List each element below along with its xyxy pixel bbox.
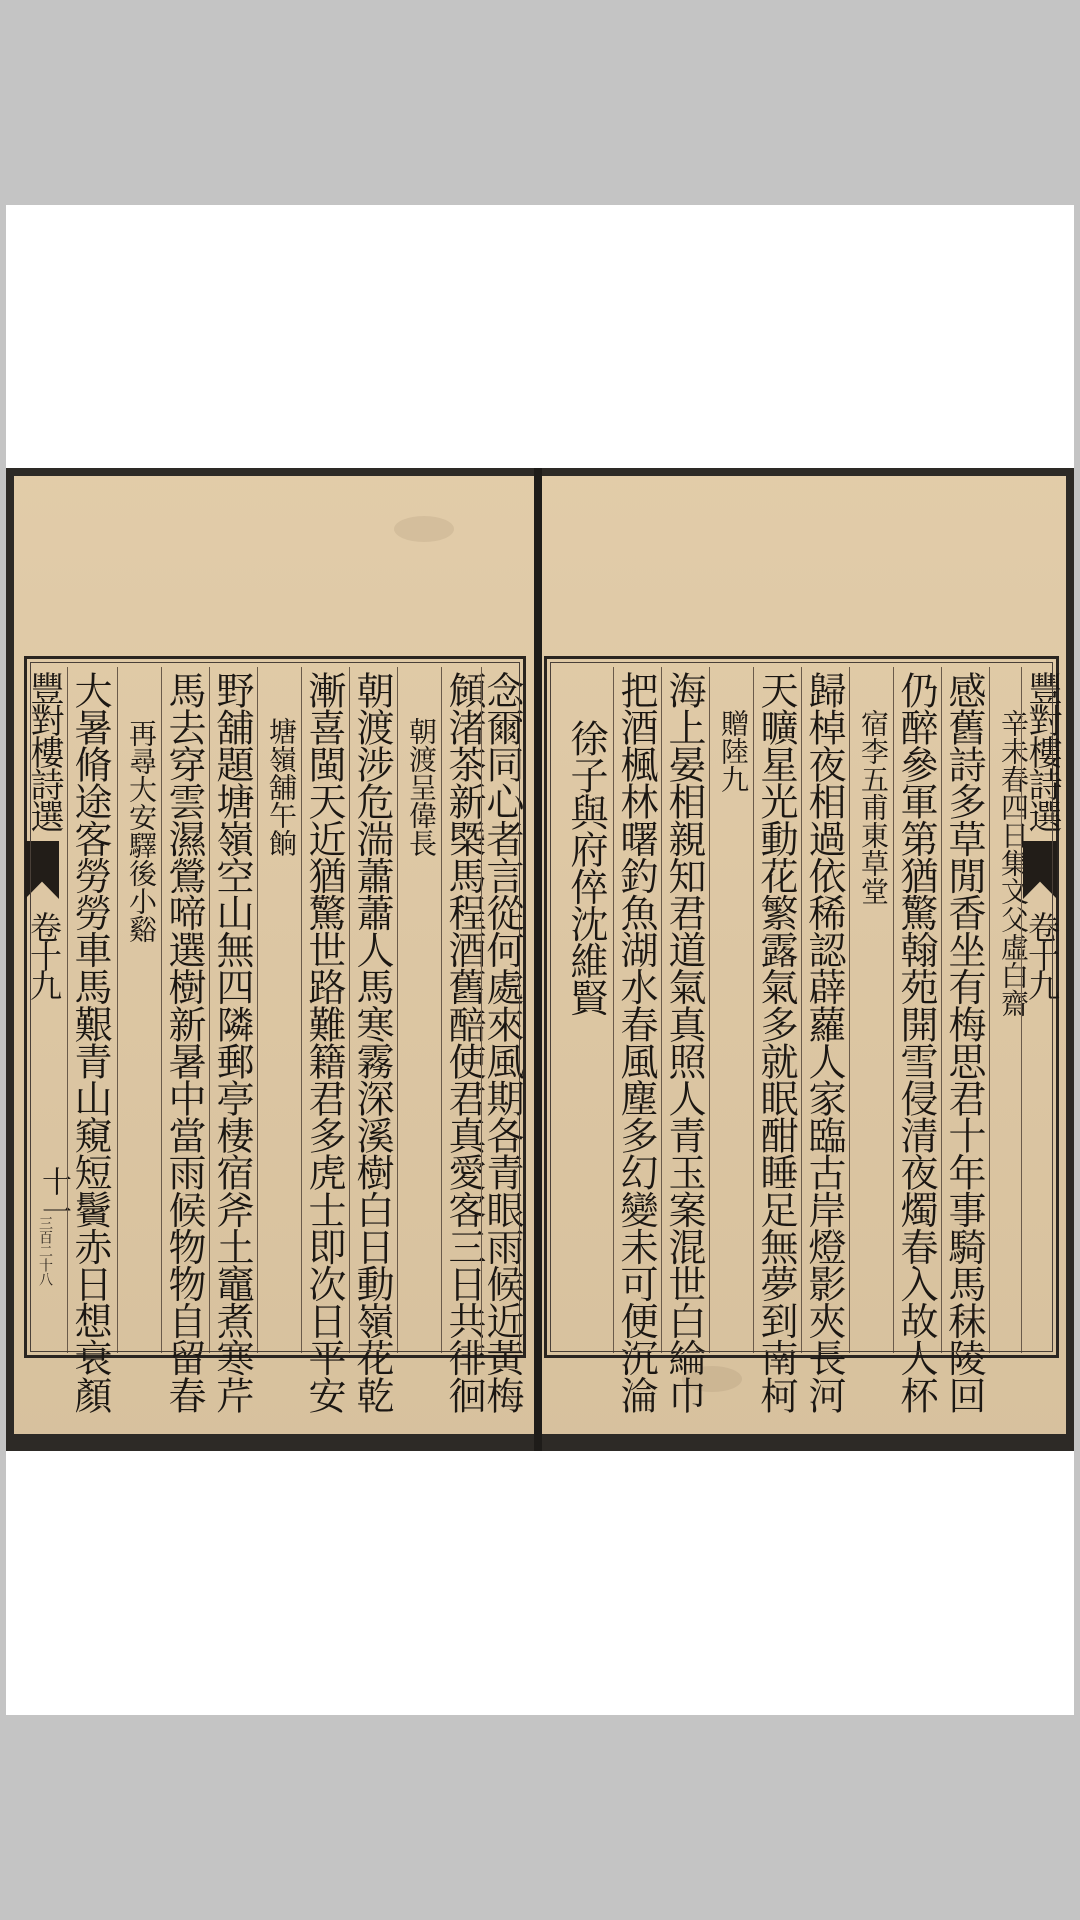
poem-heading: 塘嶺舖午餉 (265, 717, 298, 857)
poem-heading: 贈陸九 (717, 709, 750, 793)
banxin-book-title: 豐對樓詩選 (1022, 671, 1062, 831)
right-text-frame (544, 656, 1062, 1414)
poem-heading: 辛未春四日集文父虛白齋 (997, 709, 1030, 1017)
text-column: 野舖題塘嶺空山無四隣郵亭棲宿斧土竈煮寒芹 (210, 671, 254, 1414)
banxin-book-title: 豐對樓詩選 (24, 671, 64, 831)
left-page (14, 476, 534, 1434)
fishtail-mark (1023, 841, 1057, 899)
banxin-page-number: 十一 (36, 1166, 71, 1226)
poem-heading: 宿李五甫東草堂 (857, 709, 890, 905)
banxin-volume: 卷十九 (1023, 911, 1061, 998)
text-column: 歸棹夜相過依稀認薜蘿人家臨古岸燈影夾長河 (802, 671, 846, 1414)
text-column: 朝渡涉危湍蕭蕭人馬寒霧深溪樹白日動嶺花乾 (350, 671, 394, 1414)
text-column: 仍醉參軍第猶驚翰苑開雪侵清夜燭春入故人杯 (894, 671, 938, 1414)
banxin-volume: 卷十九 (25, 911, 63, 998)
text-column: 念爾同心者言從何處來風期各青眼雨候近黃梅 (480, 671, 524, 1414)
text-column: 把酒楓林曙釣魚湖水春風塵多幻變未可便沉淪 (614, 671, 658, 1414)
text-column: 漸喜閩天近猶驚世路難籍君多虎士即次日平安 (302, 671, 346, 1414)
text-column: 海上晏相親知君道氣真照人青玉案混世白綸巾 (662, 671, 706, 1414)
viewer-canvas (6, 205, 1074, 1715)
text-column: 大暑脩途客勞勞車馬艱青山窺短鬢赤日想衰顏 (68, 671, 112, 1414)
text-column: 頠渚茶新㮣馬程酒舊醅使君真愛客三日共徘徊 (442, 671, 486, 1414)
left-banxin (24, 671, 71, 1347)
text-column: 感舊詩多草閒香坐有梅思君十年事騎馬秣陵回 (942, 671, 986, 1414)
book-gutter (534, 468, 542, 1451)
fishtail-mark (25, 841, 59, 899)
right-banxin (1023, 671, 1061, 1347)
text-column: 天曠星光動花繁露氣多就眠酣睡足無夢到南柯 (754, 671, 798, 1414)
text-column: 徐子與府倅沈維賢 (564, 719, 608, 1016)
book-spread-scan (6, 468, 1074, 1451)
text-column: 馬去穿雲濕鶯啼選樹新暑中當雨候物物自留春 (162, 671, 206, 1414)
right-page (542, 476, 1066, 1434)
banxin-char-count: 三百二十八 (37, 1216, 53, 1286)
poem-heading: 再尋大安驛後小谿 (125, 719, 158, 943)
left-text-frame (24, 656, 526, 1414)
poem-heading: 朝渡呈偉長 (405, 717, 438, 857)
